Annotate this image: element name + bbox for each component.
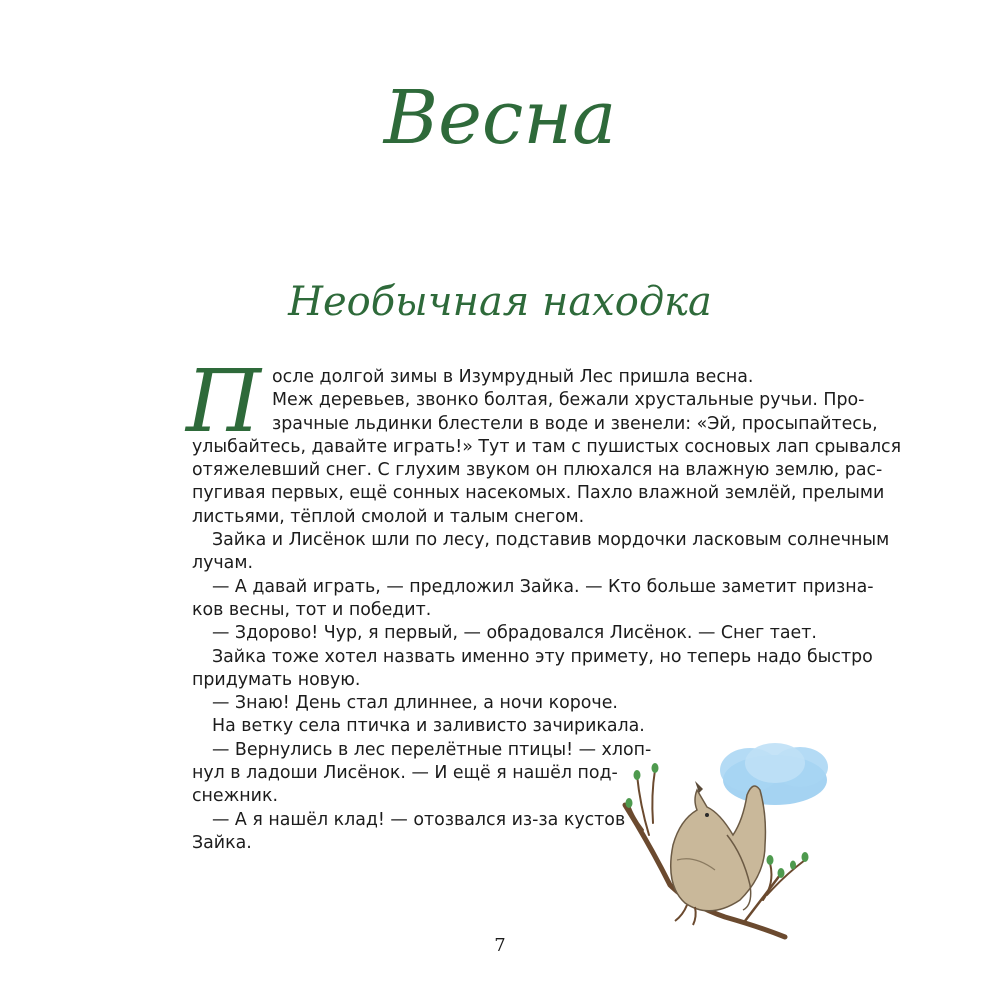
cloud-icon bbox=[720, 743, 828, 805]
drop-cap: П bbox=[186, 352, 261, 452]
story-title: Необычная находка bbox=[288, 279, 712, 325]
story-line: листьями, тёплой смолой и талым снегом. bbox=[192, 506, 585, 527]
story-line: На ветку села птичка и заливисто зачирикала. bbox=[212, 716, 645, 737]
story-line: придумать новую. bbox=[192, 669, 361, 690]
story-line: — Вернулись в лес перелётные птицы! — хлоп- bbox=[212, 739, 652, 760]
bird-on-branch-illustration bbox=[615, 735, 840, 945]
story-line: нул в ладоши Лисёнок. — И ещё я нашёл под- bbox=[192, 763, 618, 784]
story-line: Зайка и Лисёнок шли по лесу, подставив мордочки ласковым солнечным bbox=[212, 530, 890, 551]
story-line: Зайка. bbox=[192, 832, 252, 853]
chapter-title: Весна bbox=[383, 75, 617, 161]
story-line: пугивая первых, ещё сонных насекомых. Пахло влажной землёй, прелыми bbox=[192, 483, 885, 504]
story-line: Зайка тоже хотел назвать именно эту примету, но теперь надо быстро bbox=[212, 646, 873, 667]
story-line: лучам. bbox=[192, 553, 253, 574]
story-line: отяжелевший снег. С глухим звуком он плюхался на влажную землю, рас- bbox=[192, 460, 883, 481]
story-line: — Знаю! День стал длиннее, а ночи короче. bbox=[212, 693, 618, 714]
story-line: снежник. bbox=[192, 786, 279, 807]
story-line: — А я нашёл клад! — отозвался из-за кустов bbox=[212, 809, 626, 830]
story-line: — А давай играть, — предложил Зайка. — Кто больше заметит призна- bbox=[212, 576, 874, 597]
bird-icon bbox=[671, 781, 766, 925]
page-number: 7 bbox=[494, 935, 506, 956]
story-line: ков весны, тот и победит. bbox=[192, 599, 432, 620]
story-line: — Здорово! Чур, я первый, — обрадовался Лисёнок. — Снег тает. bbox=[212, 623, 817, 644]
story-line: улыбайтесь, давайте играть!» Тут и там с пушистых сосновых лап срывался bbox=[192, 436, 902, 457]
story-line: Меж деревьев, звонко болтая, бежали хрустальные ручьи. Про- bbox=[272, 390, 865, 411]
story-line: зрачные льдинки блестели в воде и звенели: «Эй, просыпайтесь, bbox=[272, 413, 878, 434]
story-line: осле долгой зимы в Изумрудный Лес пришла весна. bbox=[272, 367, 754, 387]
